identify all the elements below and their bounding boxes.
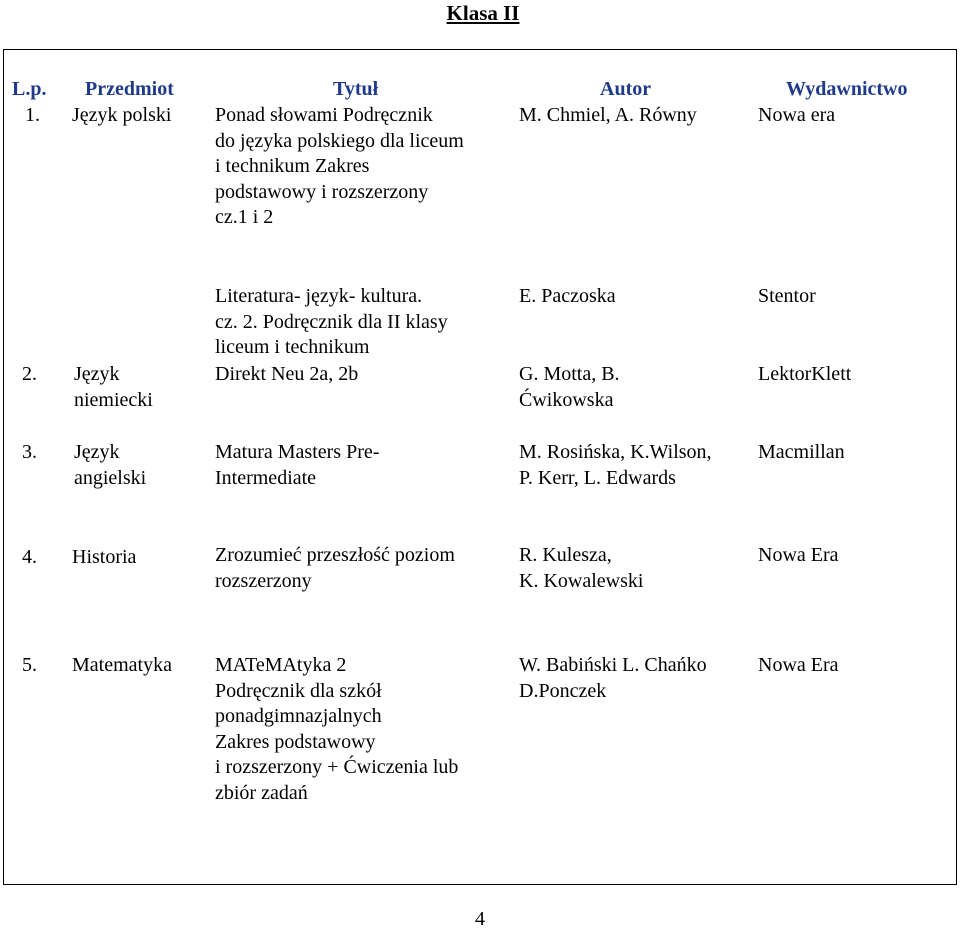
header-author: Autor [600,78,652,100]
row3-author-line2: P. Kerr, L. Edwards [519,466,676,489]
row5-title-line1: MATeMAtyka 2 [215,654,347,676]
row1-publisher: Nowa era [758,104,836,126]
row4-title-line1: Zrozumieć przeszłość poziom [215,544,455,566]
row5-subject: Matematyka [72,654,172,676]
row2-publisher-line1: Stentor [758,285,816,307]
row3-title-line1: Matura Masters Pre- [215,441,380,463]
row5-publisher: Nowa Era [758,654,839,676]
row5-lp: 5. [22,654,37,676]
row4-subject: Historia [72,546,137,568]
row4-author-line1: R. Kulesza, [519,544,612,566]
row4-publisher: Nowa Era [758,544,839,566]
header-publisher: Wydawnictwo [786,78,908,100]
row2-author-line3: Ćwikowska [519,388,614,411]
row2-author-line1: E. Paczoska [519,285,616,307]
row1-lp: 1. [25,104,40,126]
row1-title-line3: i technikum Zakres [215,155,370,177]
row2-publisher-line2: LektorKlett [758,363,852,385]
header-subject: Przedmiot [85,78,174,100]
row5-author-line2: D.Ponczek [519,679,607,702]
row4-author-line2: K. Kowalewski [519,569,644,592]
row2-subject-line1: Język [74,363,120,385]
row4-title-line2: rozszerzony [215,569,312,592]
row1-title-line2: do języka polskiego dla liceum [215,129,464,152]
row2-title-line3: liceum i technikum [215,336,370,358]
row5-title-line5: i rozszerzony + Ćwiczenia lub [215,756,459,778]
row5-author-line1: W. Babiński L. Chańko [519,654,707,676]
document-title: Klasa II [446,1,520,25]
row1-title-line1: Ponad słowami Podręcznik [215,104,433,126]
row5-title-line2: Podręcznik dla szkół [215,679,382,702]
row3-title-line2: Intermediate [215,466,317,489]
row1-title-line4: podstawowy i rozszerzony [215,180,429,203]
row2-subject-line2: niemiecki [74,388,153,411]
row3-subject-line2: angielski [74,466,147,489]
row5-title-line3: ponadgimnazjalnych [215,705,382,727]
page-number: 4 [475,908,485,930]
table-border-top [3,49,957,50]
row4-lp: 4. [22,546,37,568]
row2-title-line4: Direkt Neu 2a, 2b [215,363,359,385]
row2-title-line2: cz. 2. Podręcznik dla II klasy [215,310,448,333]
row5-title-line6: zbiór zadań [215,781,308,804]
row3-publisher: Macmillan [758,441,845,463]
row3-lp: 3. [22,441,37,463]
header-title: Tytuł [333,78,379,100]
table-border-right [956,49,957,885]
row3-subject-line1: Język [74,441,120,463]
table-border-left [3,49,4,885]
table-border-bottom [3,884,957,885]
row2-title-line1: Literatura- język- kultura. [215,285,423,307]
row5-title-line4: Zakres podstawowy [215,730,376,753]
row3-author-line1: M. Rosińska, K.Wilson, [519,441,712,463]
row2-author-line2: G. Motta, B. [519,363,620,385]
row1-subject: Język polski [72,104,172,126]
header-lp: L.p. [12,78,47,100]
row2-lp: 2. [22,363,37,385]
row1-title-line5: cz.1 i 2 [215,206,274,228]
row1-author: M. Chmiel, A. Równy [519,104,697,126]
